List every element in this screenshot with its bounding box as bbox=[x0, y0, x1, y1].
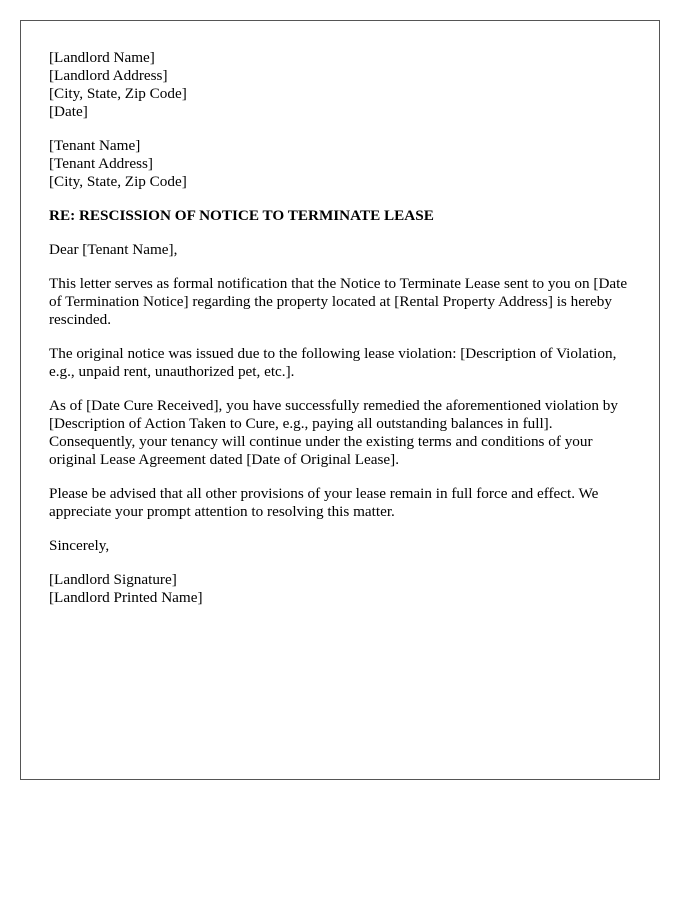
letter-content bbox=[49, 49, 639, 623]
body-paragraph-3: As of [Date Cure Received], you have successfully remedied the aforementioned violation by [Description of Action Taken to Cure, e.g., paying all outstanding balances in full]. Consequently, your tenancy will continue under the existing terms and conditions of your original Lease Agreement dated [Date of Original Lease]. bbox=[49, 397, 618, 468]
recipient-address: [Tenant Address] bbox=[49, 155, 153, 172]
letter-page bbox=[20, 20, 660, 780]
body-paragraph-4: Please be advised that all other provisions of your lease remain in full force and effect. We appreciate your prompt attention to resolving this matter. bbox=[49, 485, 599, 520]
salutation: Dear [Tenant Name], bbox=[49, 241, 178, 258]
recipient-name: [Tenant Name] bbox=[49, 137, 141, 154]
landlord-printed-name: [Landlord Printed Name] bbox=[49, 589, 203, 606]
sender-address: [Landlord Address] bbox=[49, 67, 168, 84]
sender-block bbox=[49, 49, 639, 121]
sender-city-state-zip: [City, State, Zip Code] bbox=[49, 85, 187, 102]
recipient-city-state-zip: [City, State, Zip Code] bbox=[49, 173, 187, 190]
letter-date: [Date] bbox=[49, 103, 88, 120]
closing: Sincerely, bbox=[49, 537, 110, 554]
body-paragraph-2: The original notice was issued due to the following lease violation: [Description of Violation, e.g., unpaid rent, unauthorized pet, etc.]. bbox=[49, 345, 617, 380]
subject-line: RE: RESCISSION OF NOTICE TO TERMINATE LEASE bbox=[49, 207, 434, 224]
body-paragraph-1: This letter serves as formal notification that the Notice to Terminate Lease sent to you on [Date of Termination Notice] regarding the property located at [Rental Property Address] is hereby rescinded. bbox=[49, 275, 628, 328]
signature-block bbox=[49, 571, 639, 607]
landlord-signature: [Landlord Signature] bbox=[49, 571, 177, 588]
recipient-block bbox=[49, 137, 639, 191]
sender-name: [Landlord Name] bbox=[49, 49, 155, 66]
